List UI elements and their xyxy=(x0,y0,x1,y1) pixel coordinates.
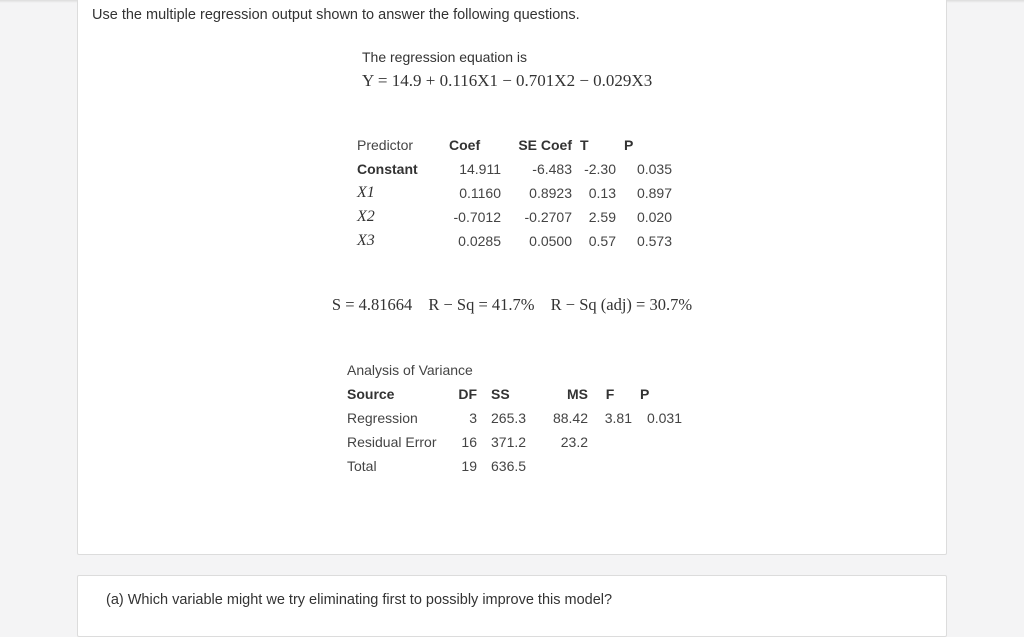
se-coef-cell: -0.2707 xyxy=(524,209,572,225)
table-row xyxy=(357,205,672,229)
header-t: T xyxy=(580,137,589,153)
header-coef: Coef xyxy=(449,137,481,153)
p-cell: 0.031 xyxy=(646,410,682,426)
df-cell: 16 xyxy=(461,434,477,450)
coef-cell: 0.1160 xyxy=(459,185,501,201)
f-cell: 3.81 xyxy=(604,410,632,426)
se-coef-cell: 0.8923 xyxy=(529,185,572,201)
table-row xyxy=(357,157,672,181)
header-predictor: Predictor xyxy=(357,137,414,153)
equation-label: The regression equation is xyxy=(362,49,527,65)
se-coef-cell: 0.0500 xyxy=(529,233,572,249)
t-cell: 0.13 xyxy=(588,185,616,201)
t-cell: 0.57 xyxy=(588,233,616,249)
ss-cell: 371.2 xyxy=(491,434,527,450)
coef-cell: 14.911 xyxy=(459,161,501,177)
header-df: DF xyxy=(458,386,477,402)
header-source: Source xyxy=(347,386,395,402)
header-ss: SS xyxy=(491,386,510,402)
predictor-cell: X1 xyxy=(357,184,375,201)
s-statistic: S = 4.81664 xyxy=(331,295,413,314)
predictor-cell: X3 xyxy=(357,232,375,249)
f-cell xyxy=(588,430,632,454)
f-cell xyxy=(588,454,632,478)
coef-cell: 0.0285 xyxy=(458,233,501,249)
fit-statistics xyxy=(78,295,946,315)
r-squared-adjusted: R − Sq (adj) = 30.7% xyxy=(550,295,693,314)
source-cell: Residual Error xyxy=(347,434,437,450)
question-card xyxy=(77,0,947,555)
table-row xyxy=(357,229,672,253)
coef-cell: -0.7012 xyxy=(453,209,501,225)
source-cell: Regression xyxy=(347,410,418,426)
p-cell xyxy=(632,430,682,454)
coef-header-row xyxy=(357,133,672,157)
p-cell: 0.573 xyxy=(636,233,672,249)
t-cell: 2.59 xyxy=(588,209,616,225)
ss-cell: 636.5 xyxy=(491,458,527,474)
header-se-coef: SE Coef xyxy=(518,137,572,153)
instructions-text: Use the multiple regression output shown to answer the following questions. xyxy=(92,7,580,23)
p-cell: 0.035 xyxy=(636,161,672,177)
header-p: P xyxy=(624,137,634,153)
question-a-text: (a) Which variable might we try eliminating first to possibly improve this model? xyxy=(106,592,613,608)
p-cell: 0.897 xyxy=(636,185,672,201)
p-cell: 0.020 xyxy=(636,209,672,225)
anova-table xyxy=(347,382,682,478)
predictor-cell: Constant xyxy=(357,161,418,177)
ss-cell: 265.3 xyxy=(491,410,527,426)
se-coef-cell: -6.483 xyxy=(532,161,572,177)
regression-equation: Y = 14.9 + 0.116X1 − 0.701X2 − 0.029X3 xyxy=(362,71,653,90)
df-cell: 3 xyxy=(469,410,477,426)
predictor-cell: X2 xyxy=(357,208,375,225)
table-row xyxy=(347,430,682,454)
ms-cell: 23.2 xyxy=(560,434,588,450)
r-squared: R − Sq = 41.7% xyxy=(428,295,535,314)
table-row xyxy=(347,454,682,478)
header-ms: MS xyxy=(567,386,588,402)
t-cell: -2.30 xyxy=(584,161,616,177)
p-cell xyxy=(632,454,682,478)
header-p: P xyxy=(640,386,650,402)
df-cell: 19 xyxy=(461,458,477,474)
table-row xyxy=(357,181,672,205)
table-row xyxy=(347,406,682,430)
ms-cell: 88.42 xyxy=(552,410,588,426)
ms-cell xyxy=(536,454,588,478)
anova-title: Analysis of Variance xyxy=(347,362,473,378)
source-cell: Total xyxy=(347,458,377,474)
header-f: F xyxy=(605,386,615,402)
question-a-card xyxy=(77,575,947,637)
coefficient-table xyxy=(357,133,672,253)
anova-header-row xyxy=(347,382,682,406)
